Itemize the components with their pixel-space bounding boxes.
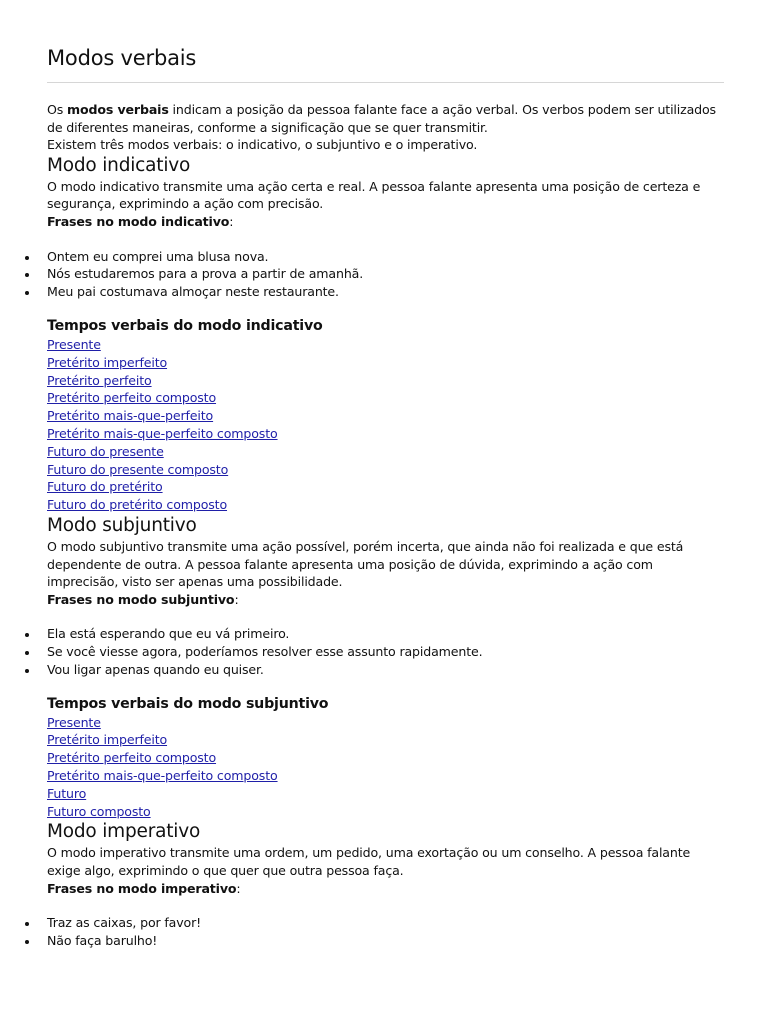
frases-label-text: Frases no modo subjuntivo xyxy=(47,591,235,607)
link-presente[interactable]: Presente xyxy=(47,714,101,730)
list-item: Ela está esperando que eu vá primeiro. xyxy=(47,625,722,643)
list-item: Não faça barulho! xyxy=(47,932,722,950)
link-futuro-composto[interactable]: Futuro composto xyxy=(47,803,151,819)
description-subjuntivo: O modo subjuntivo transmite uma ação possível, porém incerta, que ainda não foi realizada e que está dependente de outra. A pessoa falante apresenta uma posição de dúvida, exprimindo a ação com imprecisão, visto ser apenas uma possibilidade. xyxy=(47,538,684,590)
heading-indicativo: Modo indicativo xyxy=(47,154,191,176)
link-preterito-mais-que-perfeito-composto[interactable]: Pretérito mais-que-perfeito composto xyxy=(47,768,278,784)
frases-label-text: Frases no modo indicativo xyxy=(47,213,230,229)
link-preterito-imperfeito[interactable]: Pretérito imperfeito xyxy=(47,354,168,370)
frases-list-imperativo xyxy=(47,914,722,950)
list-item: Se você viesse agora, poderíamos resolver esse assunto rapidamente. xyxy=(47,643,722,661)
tempos-heading-indicativo: Tempos verbais do modo indicativo xyxy=(47,317,323,334)
link-preterito-mais-que-perfeito[interactable]: Pretérito mais-que-perfeito xyxy=(47,408,214,424)
intro-bold-term: modos verbais xyxy=(67,102,169,117)
link-futuro-do-presente[interactable]: Futuro do presente xyxy=(47,443,164,459)
list-item: Meu pai costumava almoçar neste restaurante. xyxy=(47,283,722,301)
intro-line-2: Existem três modos verbais: o indicativo, o subjuntivo e o imperativo. xyxy=(47,137,478,153)
link-preterito-mais-que-perfeito-composto[interactable]: Pretérito mais-que-perfeito composto xyxy=(47,425,278,441)
link-futuro[interactable]: Futuro xyxy=(47,785,87,801)
intro-paragraph xyxy=(47,101,722,136)
frases-label-indicativo xyxy=(47,213,722,231)
frases-label-imperativo xyxy=(47,880,722,898)
heading-subjuntivo: Modo subjuntivo xyxy=(47,514,197,536)
frases-label-colon: : xyxy=(234,591,239,607)
list-item: Traz as caixas, por favor! xyxy=(47,914,722,932)
description-indicativo: O modo indicativo transmite uma ação certa e real. A pessoa falante apresenta uma posição de certeza e segurança, exprimindo a ação com precisão. xyxy=(47,178,701,212)
frases-label-subjuntivo xyxy=(47,591,722,609)
link-futuro-do-presente-composto[interactable]: Futuro do presente composto xyxy=(47,461,229,477)
link-futuro-do-preterito-composto[interactable]: Futuro do pretérito composto xyxy=(47,497,228,513)
page-title: Modos verbais xyxy=(47,46,197,70)
frases-label-colon: : xyxy=(236,880,241,896)
frases-list-subjuntivo xyxy=(47,625,722,678)
section-subjuntivo xyxy=(47,515,722,821)
intro-prefix: Os xyxy=(47,102,68,117)
link-preterito-perfeito-composto[interactable]: Pretérito perfeito composto xyxy=(47,750,217,766)
link-preterito-perfeito-composto[interactable]: Pretérito perfeito composto xyxy=(47,390,217,406)
tempos-links-subjuntivo xyxy=(47,714,722,821)
section-imperativo xyxy=(47,821,722,949)
description-imperativo: O modo imperativo transmite uma ordem, um pedido, uma exortação ou um conselho. A pessoa falante exige algo, exprimindo o que quer que outra pessoa faça. xyxy=(47,845,691,879)
intro-rest: indicam a posição da pessoa falante face a ação verbal. Os verbos podem ser utilizados de diferentes maneiras, conforme a significação que se quer transmitir. xyxy=(47,102,716,135)
frases-label-text: Frases no modo imperativo xyxy=(47,880,237,896)
list-item: Vou ligar apenas quando eu quiser. xyxy=(47,661,722,679)
link-preterito-perfeito[interactable]: Pretérito perfeito xyxy=(47,372,152,388)
title-divider xyxy=(47,82,724,83)
tempos-links-indicativo xyxy=(47,336,722,514)
frases-label-colon: : xyxy=(229,213,234,229)
heading-imperativo: Modo imperativo xyxy=(47,821,201,843)
tempos-heading-subjuntivo: Tempos verbais do modo subjuntivo xyxy=(47,695,329,712)
list-item: Ontem eu comprei uma blusa nova. xyxy=(47,248,722,266)
frases-list-indicativo xyxy=(47,248,722,301)
list-item: Nós estudaremos para a prova a partir de amanhã. xyxy=(47,265,722,283)
link-preterito-imperfeito[interactable]: Pretérito imperfeito xyxy=(47,732,168,748)
link-presente[interactable]: Presente xyxy=(47,336,101,352)
link-futuro-do-preterito[interactable]: Futuro do pretérito xyxy=(47,479,163,495)
section-indicativo xyxy=(47,155,722,514)
